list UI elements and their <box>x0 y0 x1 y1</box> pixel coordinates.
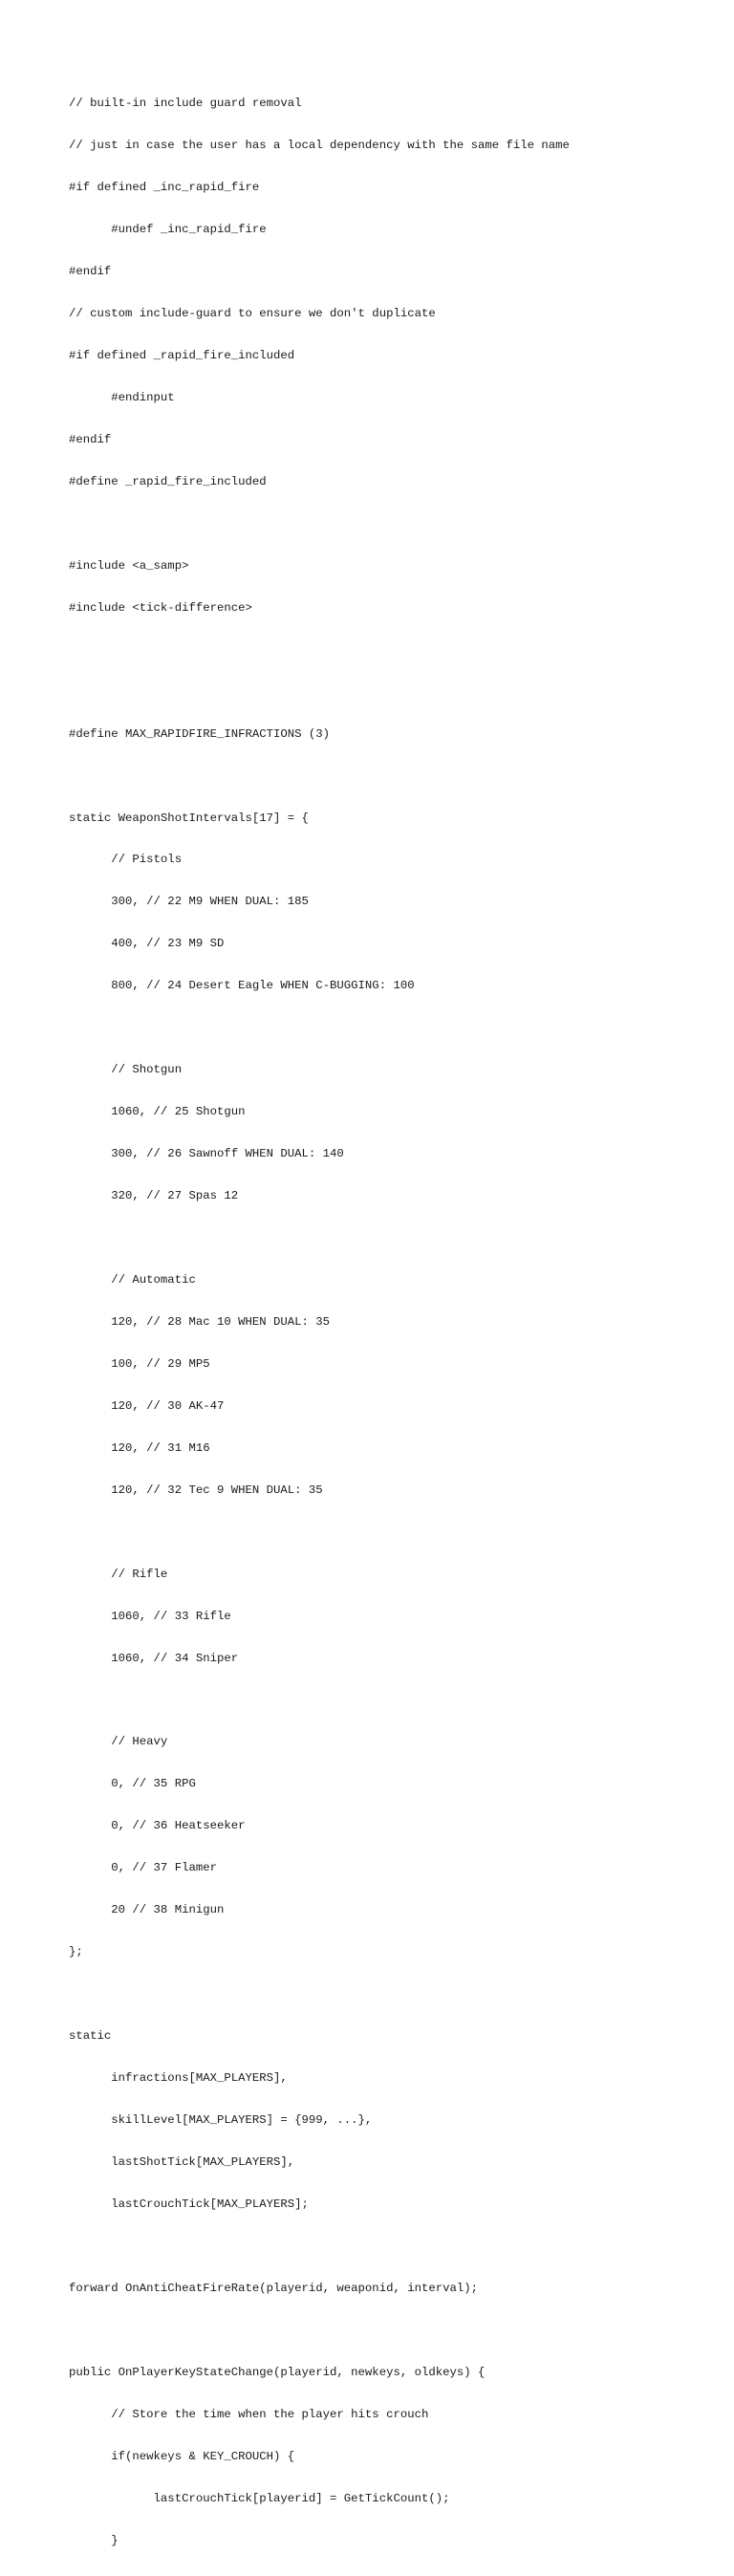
code-line: #define _rapid_fire_included <box>69 474 267 488</box>
code-line <box>69 1987 719 2002</box>
code-line: 120, // 31 M16 <box>69 1440 210 1455</box>
code-line: #if defined _inc_rapid_fire <box>69 181 260 195</box>
code-line <box>69 643 719 658</box>
code-line <box>69 517 719 531</box>
code-line <box>69 1694 719 1708</box>
code-line: lastCrouchTick[playerid] = GetTickCount(); <box>69 2491 450 2505</box>
code-line: // Shotgun <box>69 1063 183 1077</box>
code-line: // Heavy <box>69 1735 168 1749</box>
code-line: static <box>69 2029 112 2044</box>
code-line: forward OnAntiCheatFireRate(playerid, weaponid, interval); <box>69 2281 479 2295</box>
code-line: #include <tick-difference> <box>69 600 252 615</box>
code-line: 120, // 30 AK-47 <box>69 1398 225 1413</box>
code-line: 1060, // 25 Shotgun <box>69 1105 246 1119</box>
code-line: 300, // 26 Sawnoff WHEN DUAL: 140 <box>69 1147 344 1161</box>
code-line: 800, // 24 Desert Eagle WHEN C-BUGGING: 100 <box>69 979 415 993</box>
code-line: } <box>69 2533 119 2547</box>
code-line: 120, // 32 Tec 9 WHEN DUAL: 35 <box>69 1483 323 1497</box>
code-line: skillLevel[MAX_PLAYERS] = {999, ...}, <box>69 2113 373 2128</box>
code-line <box>69 1526 719 1540</box>
code-line: // Rifle <box>69 1567 168 1581</box>
code-line: public OnPlayerKeyStateChange(playerid, newkeys, oldkeys) { <box>69 2365 486 2379</box>
code-listing <box>69 69 719 2576</box>
code-line: }; <box>69 1945 83 1959</box>
code-line: 120, // 28 Mac 10 WHEN DUAL: 35 <box>69 1314 331 1329</box>
code-line: #if defined _rapid_fire_included <box>69 349 295 363</box>
code-line: 0, // 36 Heatseeker <box>69 1819 246 1833</box>
code-line: 1060, // 33 Rifle <box>69 1609 231 1623</box>
code-line: #include <a_samp> <box>69 558 189 573</box>
code-line: 320, // 27 Spas 12 <box>69 1189 239 1203</box>
code-line: // built-in include guard removal <box>69 97 302 111</box>
code-line: 20 // 38 Minigun <box>69 1903 225 1917</box>
code-line <box>69 1021 719 1035</box>
code-line: 0, // 37 Flamer <box>69 1861 217 1875</box>
code-line: 1060, // 34 Sniper <box>69 1651 239 1665</box>
code-line: // Pistols <box>69 853 183 867</box>
code-line: 400, // 23 M9 SD <box>69 937 225 951</box>
code-line: // just in case the user has a local dependency with the same file name <box>69 139 570 153</box>
code-line: 300, // 22 M9 WHEN DUAL: 185 <box>69 895 309 909</box>
code-line: infractions[MAX_PLAYERS], <box>69 2071 288 2086</box>
code-line: #endif <box>69 432 112 446</box>
code-line: 100, // 29 MP5 <box>69 1356 210 1371</box>
code-line <box>69 769 719 784</box>
code-line: static WeaponShotIntervals[17] = { <box>69 811 309 825</box>
code-line <box>69 2240 719 2254</box>
code-line <box>69 1231 719 1245</box>
code-line: #define MAX_RAPIDFIRE_INFRACTIONS (3) <box>69 726 331 741</box>
code-line: #endinput <box>69 390 175 404</box>
code-line: // Automatic <box>69 1273 196 1287</box>
code-line: 0, // 35 RPG <box>69 1777 196 1791</box>
code-line: lastShotTick[MAX_PLAYERS], <box>69 2155 295 2170</box>
code-line: #undef _inc_rapid_fire <box>69 223 267 237</box>
code-line: // custom include-guard to ensure we don't duplicate <box>69 307 436 321</box>
code-line: #endif <box>69 265 112 279</box>
code-line <box>69 2324 719 2338</box>
code-line: // Store the time when the player hits crouch <box>69 2407 429 2421</box>
code-line: lastCrouchTick[MAX_PLAYERS]; <box>69 2197 309 2211</box>
code-line <box>69 685 719 700</box>
code-line: if(newkeys & KEY_CROUCH) { <box>69 2449 295 2463</box>
